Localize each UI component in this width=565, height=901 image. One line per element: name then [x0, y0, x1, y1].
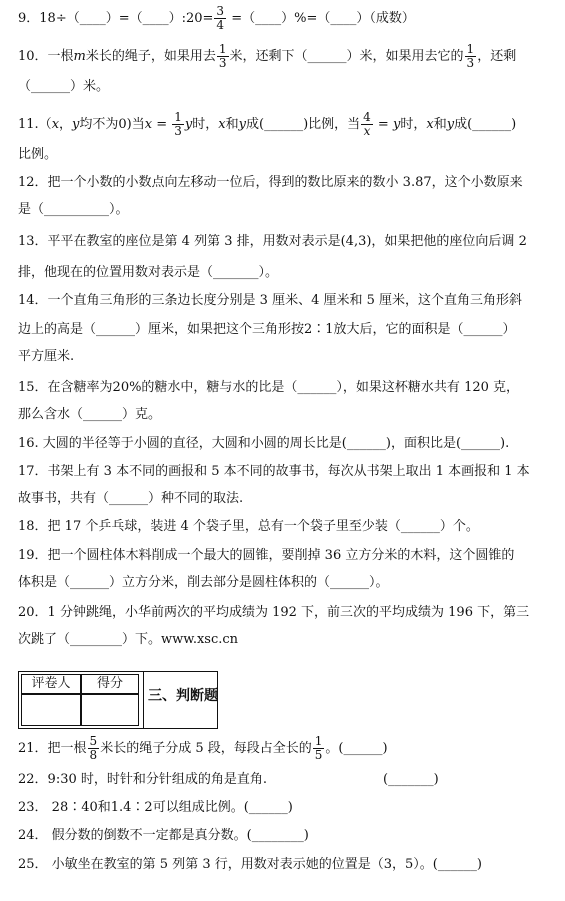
question-13-line-2: 排，他现在的位置用数对表示是（_______）。 [18, 265, 279, 280]
question-10-line-2: （______）米。 [18, 79, 110, 94]
fraction: $\frac{3}{4}$ [216, 4, 225, 32]
question-25: 25． 小敏坐在教室的第 5 列第 3 行，用数对表示她的位置是（3，5）。(______) [18, 857, 482, 872]
question-10-line-1: 10．一根m米长的绳子，如果用去 $\frac{1}{3}$ 米，还剩下（______）米，如果用去它的 $\frac{1}{3}$ ，还剩 [18, 42, 517, 70]
question-24: 24． 假分数的倒数不一定都是真分数。(________) [18, 828, 309, 843]
question-22: 22．9:30 时，时针和分针组成的角是直角. [18, 772, 267, 787]
fraction: $\frac{1}{3}$ [466, 42, 475, 70]
question-17-line-1: 17．书架上有 3 本不同的画报和 5 本不同的故事书，每次从书架上取出 1 本画报和 1 本 [18, 464, 530, 479]
question-22-answer: (_______) [383, 772, 439, 787]
question-13-line-1: 13．平平在教室的座位是第 4 列第 3 排，用数对表示是(4,3)，如果把他的座位向后调 2 [18, 234, 527, 249]
question-23: 23． 28∶40和1.4∶2可以组成比例。(______) [18, 800, 293, 815]
question-19-line-1: 19．把一个圆柱体木料削成一个最大的圆锥，要削掉 36 立方分米的木料，这个圆锥的 [18, 548, 515, 563]
question-20-line-1: 20．1 分钟跳绳，小华前两次的平均成绩为 192 下，前三次的平均成绩为 196 下，第三 [18, 605, 530, 620]
fraction: $\frac{4}{x}$ [363, 110, 371, 138]
score-cell [81, 694, 139, 726]
question-19-line-2: 体积是（______）立方分米，削去部分是圆柱体积的（______）。 [18, 575, 389, 590]
fraction: $\frac{5}{8}$ [89, 734, 98, 762]
section-heading: 三、判断题 [148, 688, 218, 704]
question-11-line-1: 11.（x，y均不为0)当x = $\frac{1}{3}$ y时，x和y成(______)比例，当 $\frac{4}{x}$ = y时，x和y成(______) [18, 110, 517, 138]
question-20-line-2: 次跳了（________）下。www.xsc.cn [18, 632, 239, 647]
question-11-line-2: 比例。 [18, 147, 58, 162]
question-14-line-2: 边上的高是（______）厘米，如果把这个三角形按2∶1放大后，它的面积是（______） [18, 322, 516, 337]
question-15-line-1: 15．在含糖率为20%的糖水中，糖与水的比是（______），如果这杯糖水共有 120 克， [18, 380, 520, 395]
reviewer-header: 评卷人 [21, 674, 81, 694]
question-17-line-2: 故事书，共有（______）种不同的取法. [18, 491, 244, 506]
fraction: $\frac{1}{3}$ [174, 110, 182, 138]
question-14-line-1: 14．一个直角三角形的三条边长度分别是 3 厘米、4 厘米和 5 厘米，这个直角三角形斜 [18, 293, 523, 308]
fraction: $\frac{1}{5}$ [314, 734, 323, 762]
question-9: 9．18÷（____）=（____）:20= $\frac{3}{4}$ =（____）%=（____）（成数） [18, 4, 415, 32]
question-16: 16. 大圆的半径等于小圆的直径，大圆和小圆的周长比是(______)，面积比是(______). [18, 436, 510, 451]
fraction: $\frac{1}{3}$ [218, 42, 227, 70]
table-divider [143, 672, 144, 728]
question-15-line-2: 那么含水（______）克。 [18, 407, 162, 422]
score-header: 得分 [81, 674, 139, 694]
question-14-line-3: 平方厘米. [18, 349, 75, 364]
reviewer-cell [21, 694, 81, 726]
question-12-line-1: 12．把一个小数的小数点向左移动一位后，得到的数比原来的数小 3.87，这个小数原来 [18, 175, 523, 190]
question-12-line-2: 是（__________）。 [18, 202, 129, 217]
question-18: 18．把 17 个乒乓球，装进 4 个袋子里，总有一个袋子里至少装（______）个。 [18, 519, 479, 534]
question-21: 21．把一根 $\frac{5}{8}$ 米长的绳子分成 5 段，每段占全长的 $\frac{1}{5}$ 。(______) [18, 734, 388, 762]
